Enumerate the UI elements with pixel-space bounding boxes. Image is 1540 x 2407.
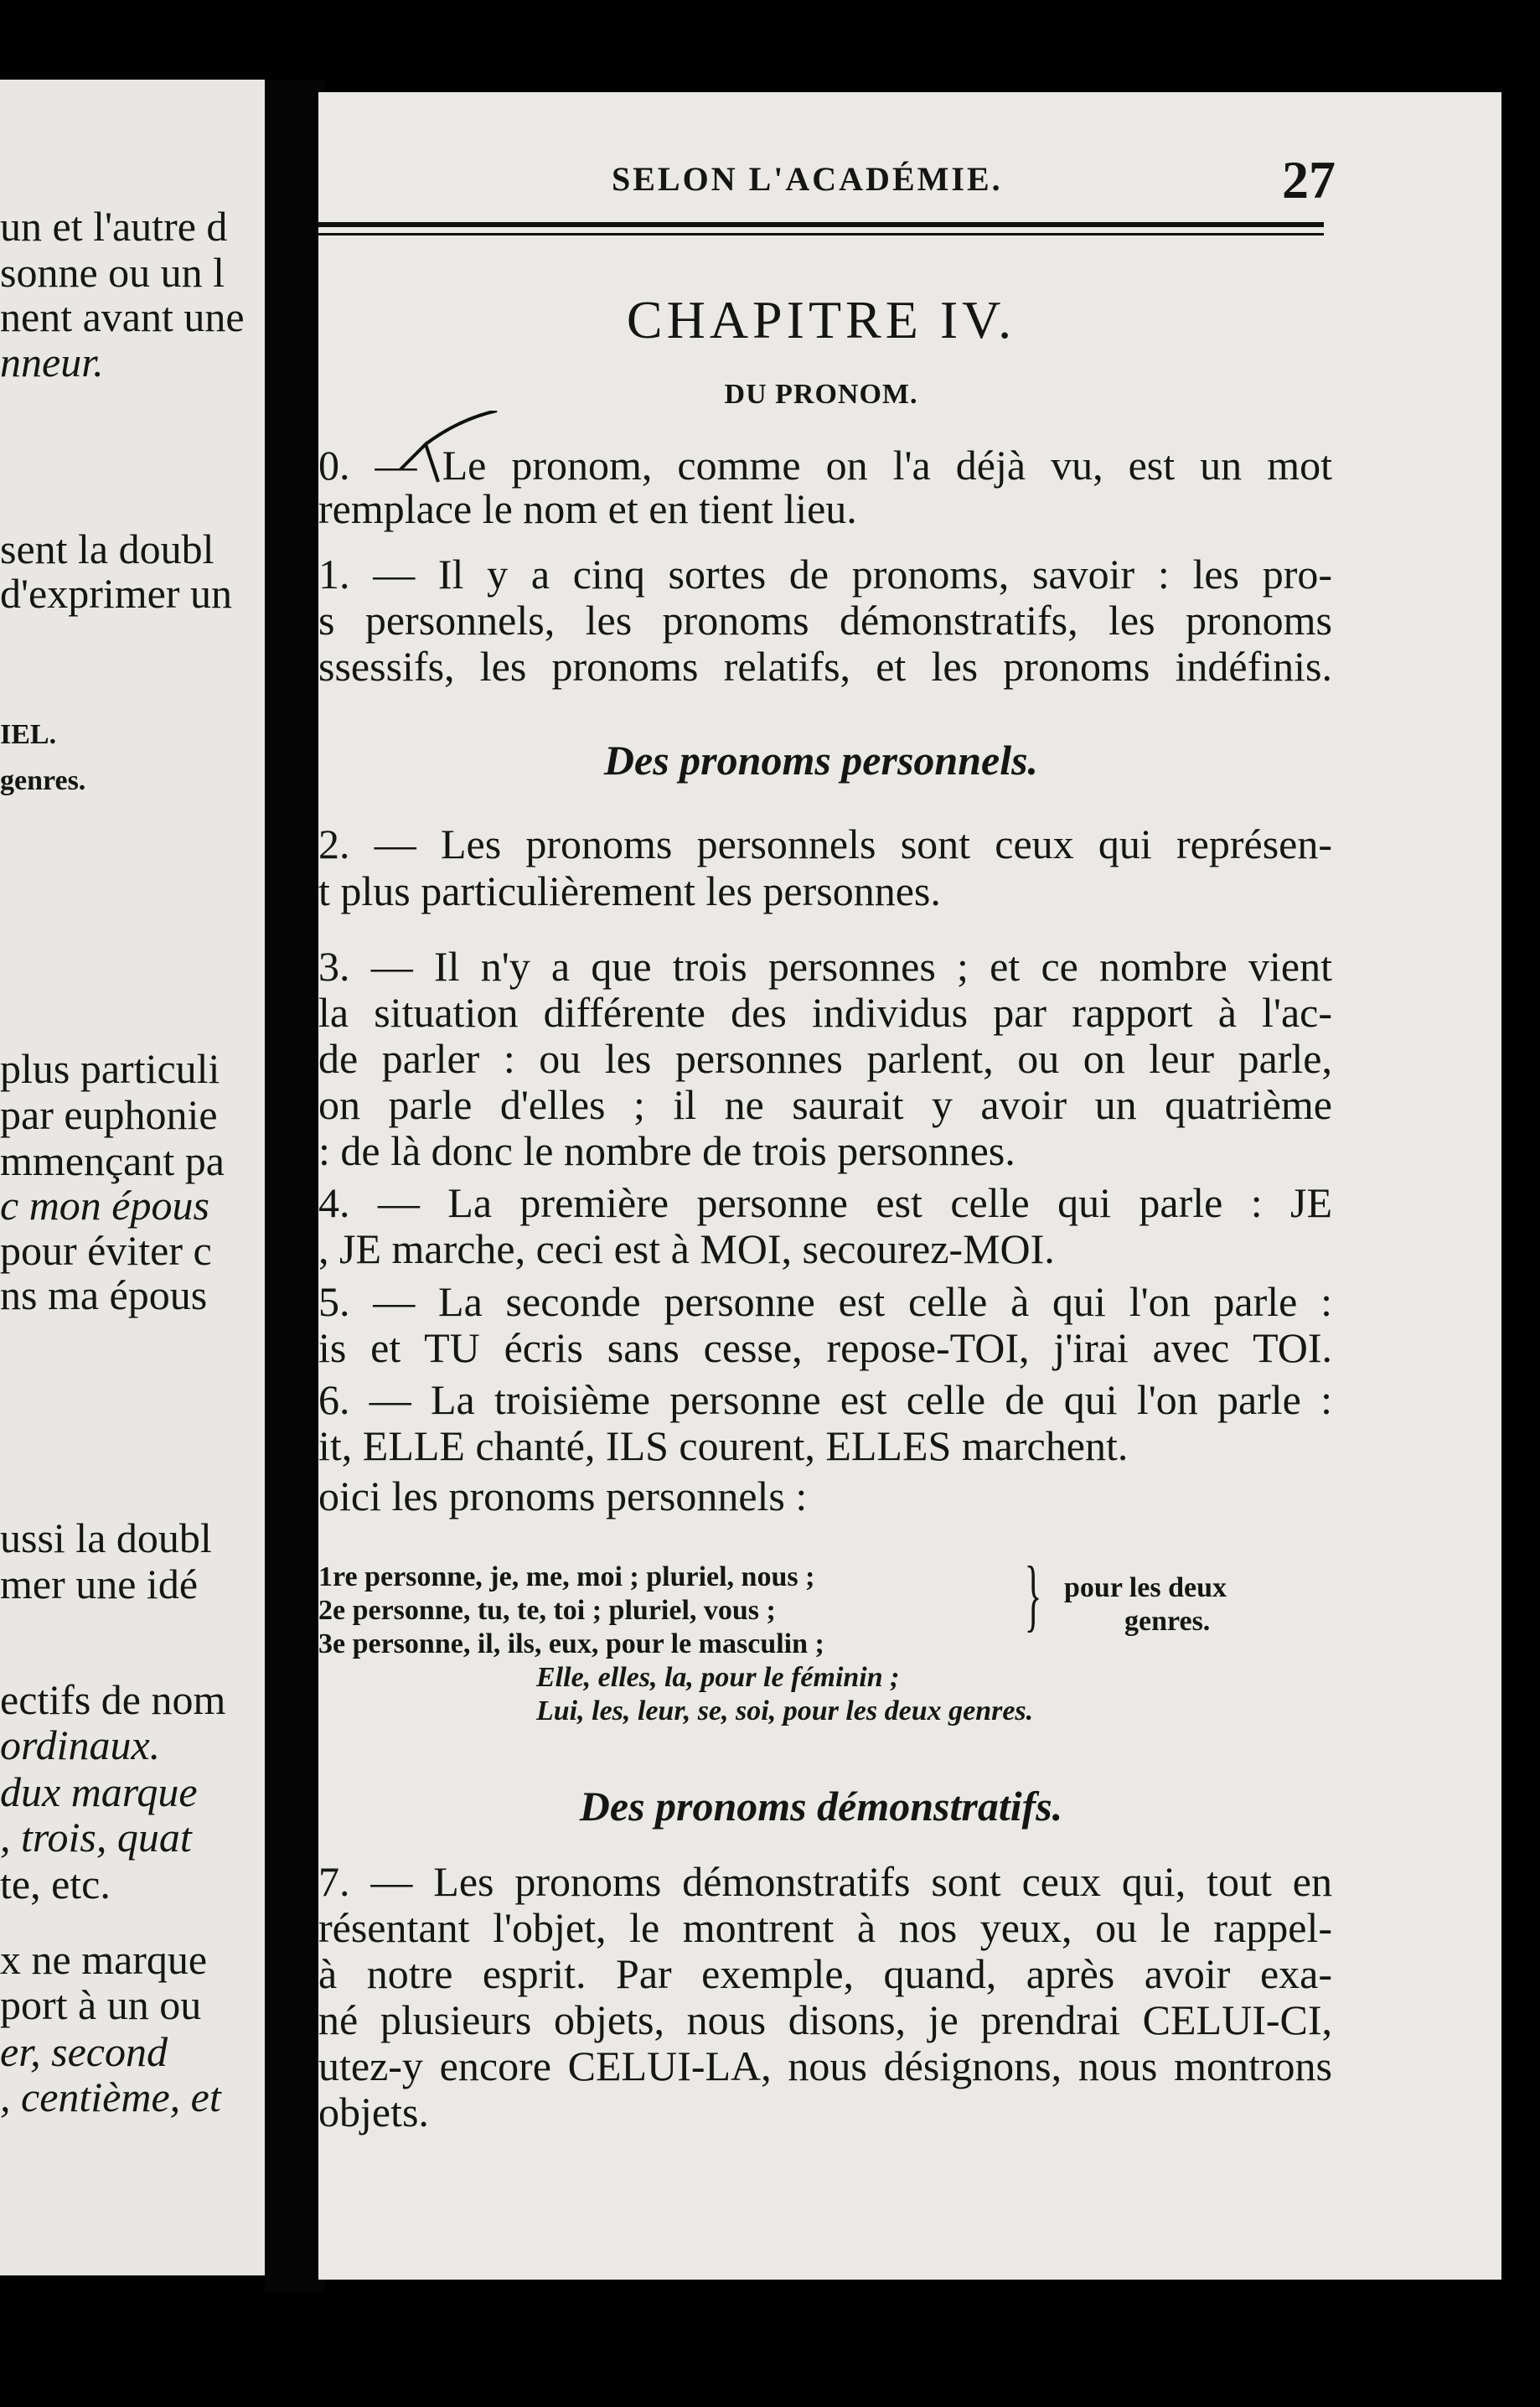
left-text-line: x ne marque bbox=[0, 1936, 208, 1983]
left-text-line: pour éviter c bbox=[0, 1227, 212, 1274]
paragraph-96-line: 6. — La troisième personne est celle de qui l'on parle : bbox=[318, 1376, 1332, 1423]
left-text-line: , centième, et bbox=[0, 2073, 221, 2120]
paragraph-96-line: it, ELLE chanté, ILS courent, ELLES marchent. bbox=[318, 1422, 1129, 1469]
page-header bbox=[318, 150, 1501, 210]
left-text-line: ns ma épous bbox=[0, 1271, 208, 1318]
left-text-line: port à un ou bbox=[0, 1981, 202, 2028]
paragraph-93-line: 3. — Il n'y a que trois personnes ; et ce nombre vient bbox=[318, 943, 1332, 990]
paragraph-91-line: s personnels, les pronoms démonstratifs, les pronoms bbox=[318, 597, 1332, 644]
paragraph-90-line: remplace le nom et en tient lieu. bbox=[318, 485, 857, 532]
left-text-line: mer une idé bbox=[0, 1561, 199, 1607]
pronoun-table-row: Lui, les, leur, se, soi, pour les deux genres. bbox=[536, 1695, 1034, 1726]
left-text-line: un et l'autre d bbox=[0, 203, 228, 250]
page-number: 27 bbox=[1282, 150, 1336, 210]
paragraph-92-line: t plus particulièrement les personnes. bbox=[318, 867, 941, 914]
book-gutter bbox=[265, 80, 325, 2292]
pronoun-table-row: 3e personne, il, ils, eux, pour le masculin ; bbox=[318, 1628, 824, 1659]
chapter-subtitle: DU PRONOM. bbox=[724, 379, 918, 410]
paragraph-90-line: 0. — Le pronom, comme on l'a déjà vu, est un mot bbox=[318, 442, 1332, 489]
brace-note: genres. bbox=[1124, 1606, 1211, 1637]
paragraph-92-line: 2. — Les pronoms personnels sont ceux qui représen- bbox=[318, 820, 1332, 867]
paragraph-93-line: on parle d'elles ; il ne saurait y avoir un quatrième bbox=[318, 1081, 1332, 1128]
left-text-line: ussi la doubl bbox=[0, 1514, 212, 1561]
left-text-line: er, second bbox=[0, 2028, 168, 2075]
header-rule bbox=[318, 222, 1324, 227]
section-title-demonstratifs: Des pronoms démonstratifs. bbox=[579, 1783, 1063, 1830]
left-text-line: ectifs de nom bbox=[0, 1676, 226, 1723]
paragraph-97-line: à notre esprit. Par exemple, quand, après avoir exa- bbox=[318, 1950, 1332, 1997]
brace-symbol: } bbox=[1024, 1550, 1042, 1639]
paragraph-91-line: ssessifs, les pronoms relatifs, et les pronoms indéfinis. bbox=[318, 643, 1332, 690]
paragraph-95-line: is et TU écris sans cesse, repose-TOI, j'irai avec TOI. bbox=[318, 1324, 1332, 1371]
left-page-fragment bbox=[0, 80, 276, 2275]
paragraph-93-line: de parler : ou les personnes parlent, ou on leur parle, bbox=[318, 1035, 1332, 1082]
right-page bbox=[318, 92, 1501, 2280]
paragraph-96-line: oici les pronoms personnels : bbox=[318, 1473, 808, 1519]
paragraph-91-line: 1. — Il y a cinq sortes de pronoms, savoir : les pro- bbox=[318, 551, 1332, 598]
pronoun-table-row: 1re personne, je, me, moi ; pluriel, nous ; bbox=[318, 1561, 815, 1592]
left-text-line: c mon épous bbox=[0, 1182, 209, 1229]
chapter-title: CHAPITRE IV. bbox=[626, 290, 1016, 349]
left-text-line: te, etc. bbox=[0, 1861, 111, 1907]
left-text-line: plus particuli bbox=[0, 1045, 220, 1092]
paragraph-97-line: résentant l'objet, le montrent à nos yeux, ou le rappel- bbox=[318, 1904, 1332, 1951]
left-text-line: , trois, quat bbox=[0, 1814, 192, 1861]
left-text-line: ordinaux. bbox=[0, 1721, 161, 1768]
paragraph-94-line: , JE marche, ceci est à MOI, secourez-MOI. bbox=[318, 1225, 1055, 1272]
left-text-line: mmençant pa bbox=[0, 1137, 225, 1184]
paragraph-93-line: : de là donc le nombre de trois personnes. bbox=[318, 1127, 1015, 1174]
pronoun-table-row: Elle, elles, la, pour le féminin ; bbox=[536, 1662, 900, 1693]
running-head: SELON L'ACADÉMIE. bbox=[612, 160, 1003, 198]
left-text-line: genres. bbox=[0, 765, 86, 796]
pronoun-table-row: 2e personne, tu, te, toi ; pluriel, vous ; bbox=[318, 1595, 776, 1626]
left-text-line: par euphonie bbox=[0, 1091, 218, 1138]
paragraph-93-line: la situation différente des individus par rapport à l'ac- bbox=[318, 989, 1332, 1036]
header-rule bbox=[318, 233, 1324, 236]
paragraph-94-line: 4. — La première personne est celle qui parle : JE bbox=[318, 1179, 1332, 1226]
paragraph-97-line: né plusieurs objets, nous disons, je prendrai CELUI-CI, bbox=[318, 1996, 1332, 2043]
section-title-personnels: Des pronoms personnels. bbox=[603, 737, 1039, 784]
paragraph-97-line: utez-y encore CELUI-LA, nous désignons, nous montrons bbox=[318, 2042, 1332, 2089]
left-text-line: dux marque bbox=[0, 1768, 198, 1815]
left-text-line: IEL. bbox=[0, 719, 57, 750]
left-text-line: nneur. bbox=[0, 339, 104, 386]
left-text-line: nent avant une bbox=[0, 293, 245, 340]
left-text-line: d'exprimer un bbox=[0, 570, 232, 617]
paragraph-95-line: 5. — La seconde personne est celle à qui l'on parle : bbox=[318, 1278, 1332, 1325]
left-text-line: sent la doubl bbox=[0, 525, 214, 572]
left-text-line: sonne ou un l bbox=[0, 249, 225, 296]
paragraph-97-line: objets. bbox=[318, 2089, 429, 2135]
brace-note: pour les deux bbox=[1064, 1572, 1227, 1603]
paragraph-97-line: 7. — Les pronoms démonstratifs sont ceux qui, tout en bbox=[318, 1858, 1332, 1905]
